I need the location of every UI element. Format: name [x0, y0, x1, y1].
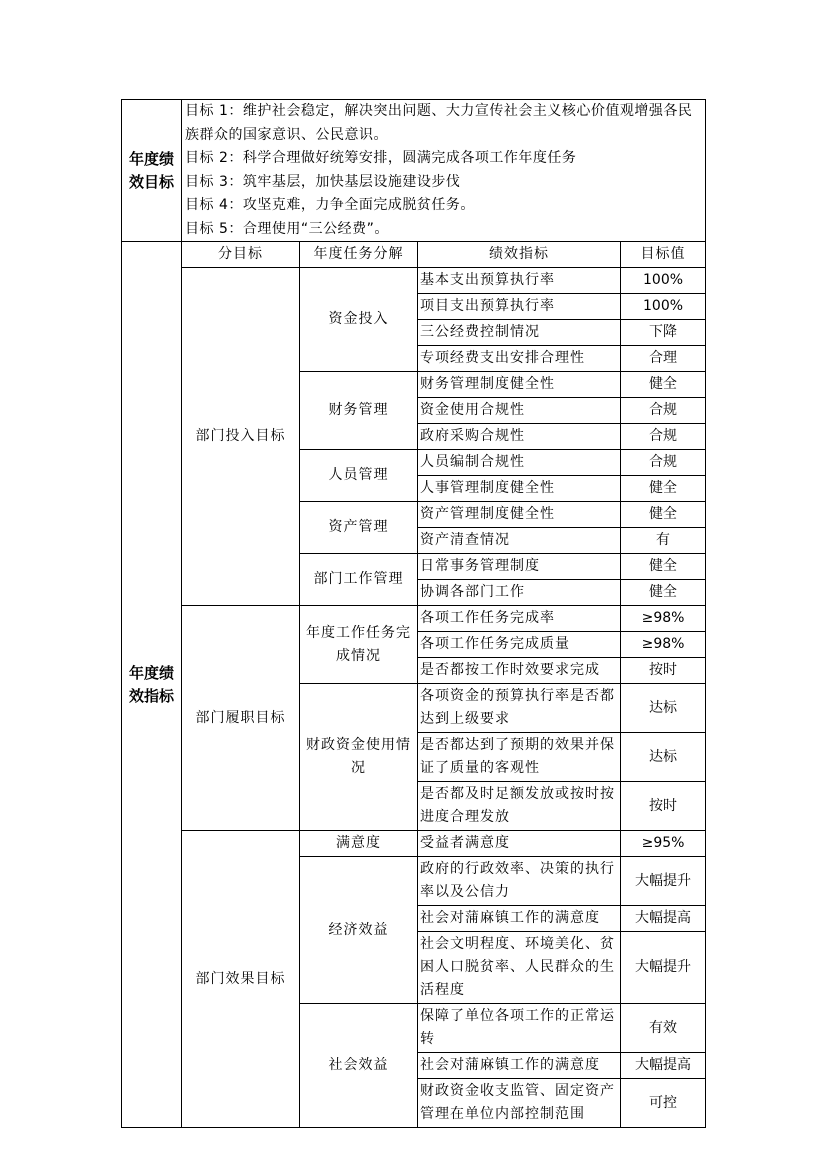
indicator-cell: 政府的行政效率、决策的执行率以及公信力 — [418, 857, 621, 906]
indicator-cell: 各项资金的预算执行率是否都达到上级要求 — [418, 684, 621, 733]
goal-item: 目标 4：攻坚克难，力争全面完成脱贫任务。 — [185, 197, 475, 213]
task-cell: 资产管理 — [300, 502, 418, 554]
indicator-cell: 是否都达到了预期的效果并保证了质量的客观性 — [418, 733, 621, 782]
target-value-cell: 100% — [621, 294, 706, 320]
target-value-cell: 按时 — [621, 782, 706, 831]
indicator-cell: 协调各部门工作 — [418, 580, 621, 606]
goal-item: 目标 1：维护社会稳定，解决突出问题、大力宣传社会主义核心价值观增强各民族群众的国家意识、公民意识。 — [185, 103, 693, 143]
indicator-cell: 社会文明程度、环境美化、贫困人口脱贫率、人民群众的生活程度 — [418, 932, 621, 1004]
goal-item: 目标 2：科学合理做好统筹安排，圆满完成各项工作年度任务 — [185, 150, 577, 166]
target-value-cell: 合规 — [621, 398, 706, 424]
target-value-cell: 大幅提高 — [621, 1053, 706, 1079]
indicator-cell: 三公经费控制情况 — [418, 320, 621, 346]
column-header: 分目标 — [182, 242, 300, 268]
indicator-cell: 财政资金收支监管、固定资产管理在单位内部控制范围 — [418, 1079, 621, 1128]
indicator-cell: 资金使用合规性 — [418, 398, 621, 424]
indicator-cell: 基本支出预算执行率 — [418, 268, 621, 294]
task-cell: 满意度 — [300, 831, 418, 857]
performance-table — [121, 99, 706, 1128]
annual-goals-label: 年度绩效目标 — [122, 100, 182, 242]
target-value-cell: 健全 — [621, 476, 706, 502]
indicator-cell: 是否都按工作时效要求完成 — [418, 658, 621, 684]
target-value-cell: 有 — [621, 528, 706, 554]
target-value-cell: 达标 — [621, 684, 706, 733]
indicator-cell: 资产管理制度健全性 — [418, 502, 621, 528]
target-value-cell: 大幅提升 — [621, 857, 706, 906]
indicators-label: 年度绩效指标 — [122, 242, 182, 1128]
target-value-cell: 大幅提高 — [621, 906, 706, 932]
target-value-cell: 达标 — [621, 733, 706, 782]
target-value-cell: ≥95% — [621, 831, 706, 857]
indicator-cell: 日常事务管理制度 — [418, 554, 621, 580]
target-value-cell: 100% — [621, 268, 706, 294]
indicator-cell: 社会对蒲麻镇工作的满意度 — [418, 906, 621, 932]
indicator-cell: 财务管理制度健全性 — [418, 372, 621, 398]
task-cell: 年度工作任务完成情况 — [300, 606, 418, 684]
indicator-cell: 资产清查情况 — [418, 528, 621, 554]
task-cell: 财政资金使用情况 — [300, 684, 418, 831]
indicator-cell: 人员编制合规性 — [418, 450, 621, 476]
target-value-cell: 合规 — [621, 424, 706, 450]
target-value-cell: ≥98% — [621, 632, 706, 658]
goal-item: 目标 3：筑牢基层，加快基层设施建设步伐 — [185, 173, 461, 190]
goal-item: 目标 5：合理使用“三公经费”。 — [185, 220, 389, 237]
indicator-cell: 政府采购合规性 — [418, 424, 621, 450]
sub-goal-cell: 部门投入目标 — [182, 268, 300, 606]
task-cell: 人员管理 — [300, 450, 418, 502]
target-value-cell: 健全 — [621, 554, 706, 580]
target-value-cell: 可控 — [621, 1079, 706, 1128]
task-cell: 经济效益 — [300, 857, 418, 1004]
indicator-cell: 专项经费支出安排合理性 — [418, 346, 621, 372]
column-header: 目标值 — [621, 242, 706, 268]
indicator-row — [122, 831, 706, 857]
indicator-cell: 社会对蒲麻镇工作的满意度 — [418, 1053, 621, 1079]
performance-document — [121, 99, 705, 1128]
target-value-cell: 合规 — [621, 450, 706, 476]
indicator-cell: 各项工作任务完成质量 — [418, 632, 621, 658]
target-value-cell: 有效 — [621, 1004, 706, 1053]
indicator-header-row — [122, 242, 706, 268]
sub-goal-cell: 部门效果目标 — [182, 831, 300, 1128]
target-value-cell: 健全 — [621, 502, 706, 528]
target-value-cell: 下降 — [621, 320, 706, 346]
target-value-cell: 健全 — [621, 580, 706, 606]
column-header: 绩效指标 — [418, 242, 621, 268]
target-value-cell: ≥98% — [621, 606, 706, 632]
indicator-row — [122, 268, 706, 294]
annual-goals-row — [122, 100, 706, 242]
indicator-cell: 人事管理制度健全性 — [418, 476, 621, 502]
task-cell: 社会效益 — [300, 1004, 418, 1128]
target-value-cell: 合理 — [621, 346, 706, 372]
task-cell: 财务管理 — [300, 372, 418, 450]
annual-goals-content — [182, 100, 706, 242]
task-cell: 部门工作管理 — [300, 554, 418, 606]
task-cell: 资金投入 — [300, 268, 418, 372]
indicator-cell: 保障了单位各项工作的正常运转 — [418, 1004, 621, 1053]
indicator-row — [122, 606, 706, 632]
target-value-cell: 健全 — [621, 372, 706, 398]
indicator-cell: 项目支出预算执行率 — [418, 294, 621, 320]
column-header: 年度任务分解 — [300, 242, 418, 268]
target-value-cell: 按时 — [621, 658, 706, 684]
indicator-cell: 受益者满意度 — [418, 831, 621, 857]
sub-goal-cell: 部门履职目标 — [182, 606, 300, 831]
indicator-cell: 各项工作任务完成率 — [418, 606, 621, 632]
indicator-cell: 是否都及时足额发放或按时按进度合理发放 — [418, 782, 621, 831]
target-value-cell: 大幅提升 — [621, 932, 706, 1004]
